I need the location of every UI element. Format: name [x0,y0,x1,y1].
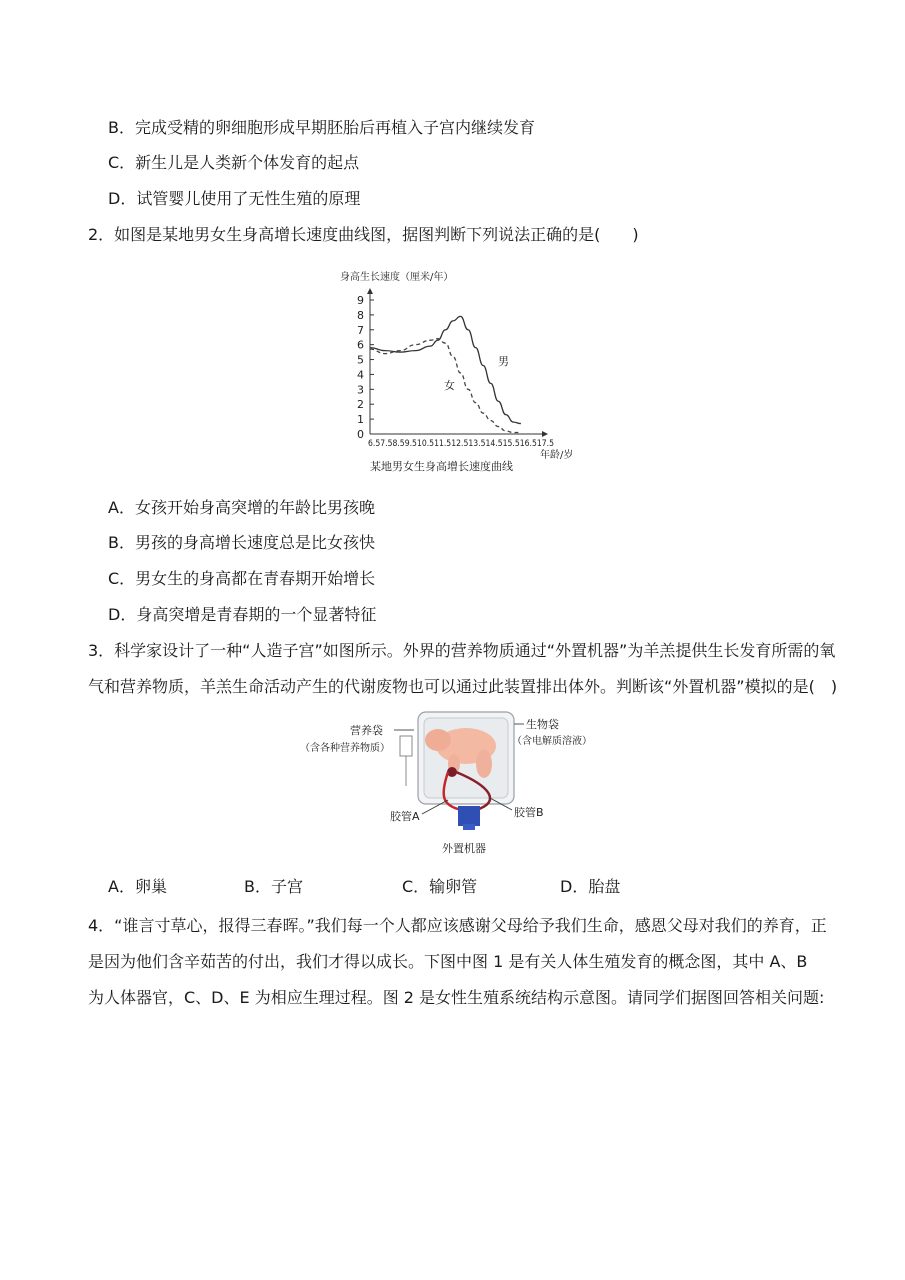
q3-stem-line1: 3．科学家设计了一种“人造子宫”如图所示。外界的营养物质通过“外置机器”为羊羔提供生长发育所需的氧 [88,641,836,660]
artificial-womb-figure [290,706,620,861]
q2-option-a: A．女孩开始身高突增的年龄比男孩晚 [108,498,375,517]
male-series-line [370,316,521,423]
chart-xlabel: 年龄/岁 [540,450,574,461]
nutrient-bag [400,736,412,756]
chart-title: 某地男女生身高增长速度曲线 [370,460,513,473]
label-tube-b: 胶管B [514,806,544,819]
y-tick-label: 4 [357,368,364,382]
y-tick-label: 0 [357,428,364,441]
legend-female: 女 [444,379,455,392]
q2-option-d: D．身高突增是青春期的一个显著特征 [108,605,377,624]
label-nutrient-note: （含各种营养物质） [300,743,390,754]
q3-option-c: C．输卵管 [402,877,478,896]
external-machine [458,806,480,826]
y-axis-arrow [367,288,373,294]
q3-option-d: D．胎盘 [560,877,621,896]
x-tick-labels: 6.57.58.59.510.511.512.513.514.515.516.517.5 [368,439,554,449]
y-tick-label: 2 [357,398,364,412]
y-tick-label: 8 [357,308,364,322]
y-tick-label: 5 [357,353,364,367]
q2-option-c: C．男女生的身高都在青春期开始增长 [108,569,376,588]
height-growth-chart [332,266,592,476]
label-bio-bag: 生物袋 [526,718,559,731]
y-tick-label: 1 [357,413,364,427]
q3-stem-line2: 气和营养物质，羊羔生命活动产生的代谢废物也可以通过此装置排出体外。判断该“外置机器”模拟的是( ) [88,677,838,696]
chart-ylabel: 身高生长速度（厘米/年） [340,272,454,283]
label-tube-a: 胶管A [390,810,420,823]
machine-base [463,824,475,830]
q1-option-d: D．试管婴儿使用了无性生殖的原理 [108,189,361,208]
q2-stem: 2．如图是某地男女生身高增长速度曲线图，据图判断下列说法正确的是( ) [88,225,639,244]
y-tick-label: 7 [357,323,364,337]
label-bio-note: （含电解质溶液） [512,736,592,747]
q2-option-b: B．男孩的身高增长速度总是比女孩快 [108,533,375,552]
umbilical-connector [447,767,457,777]
q3-option-b: B．子宫 [244,877,303,896]
y-tick-label: 3 [357,383,364,397]
q1-option-b: B．完成受精的卵细胞形成早期胚胎后再植入子宫内继续发育 [108,118,535,137]
label-external-machine: 外置机器 [442,842,486,855]
q3-option-a: A．卵巢 [108,877,167,896]
lamb-head [425,729,451,751]
q4-stem: 4．“谁言寸草心，报得三春晖。”我们每一个人都应该感谢父母给予我们生命，感恩父母对我们的养育，正是因为他们含辛茹苦的付出，我们才得以成长。下图中图 1 是有关人体生殖发育的概念图，其中 A、B 为人体器官，C、D、E 为相应生理过程。图 2 是女性生殖系统结构示意图。请同学们据图回答相关问题: [88,916,827,1007]
q1-option-c: C．新生儿是人类新个体发育的起点 [108,153,360,172]
y-tick-label: 9 [357,294,364,307]
legend-male: 男 [498,355,509,368]
x-axis-arrow [542,431,548,437]
lamb-leg [476,750,492,778]
y-tick-label: 6 [357,338,364,352]
label-nutrient-bag: 营养袋 [350,724,383,737]
